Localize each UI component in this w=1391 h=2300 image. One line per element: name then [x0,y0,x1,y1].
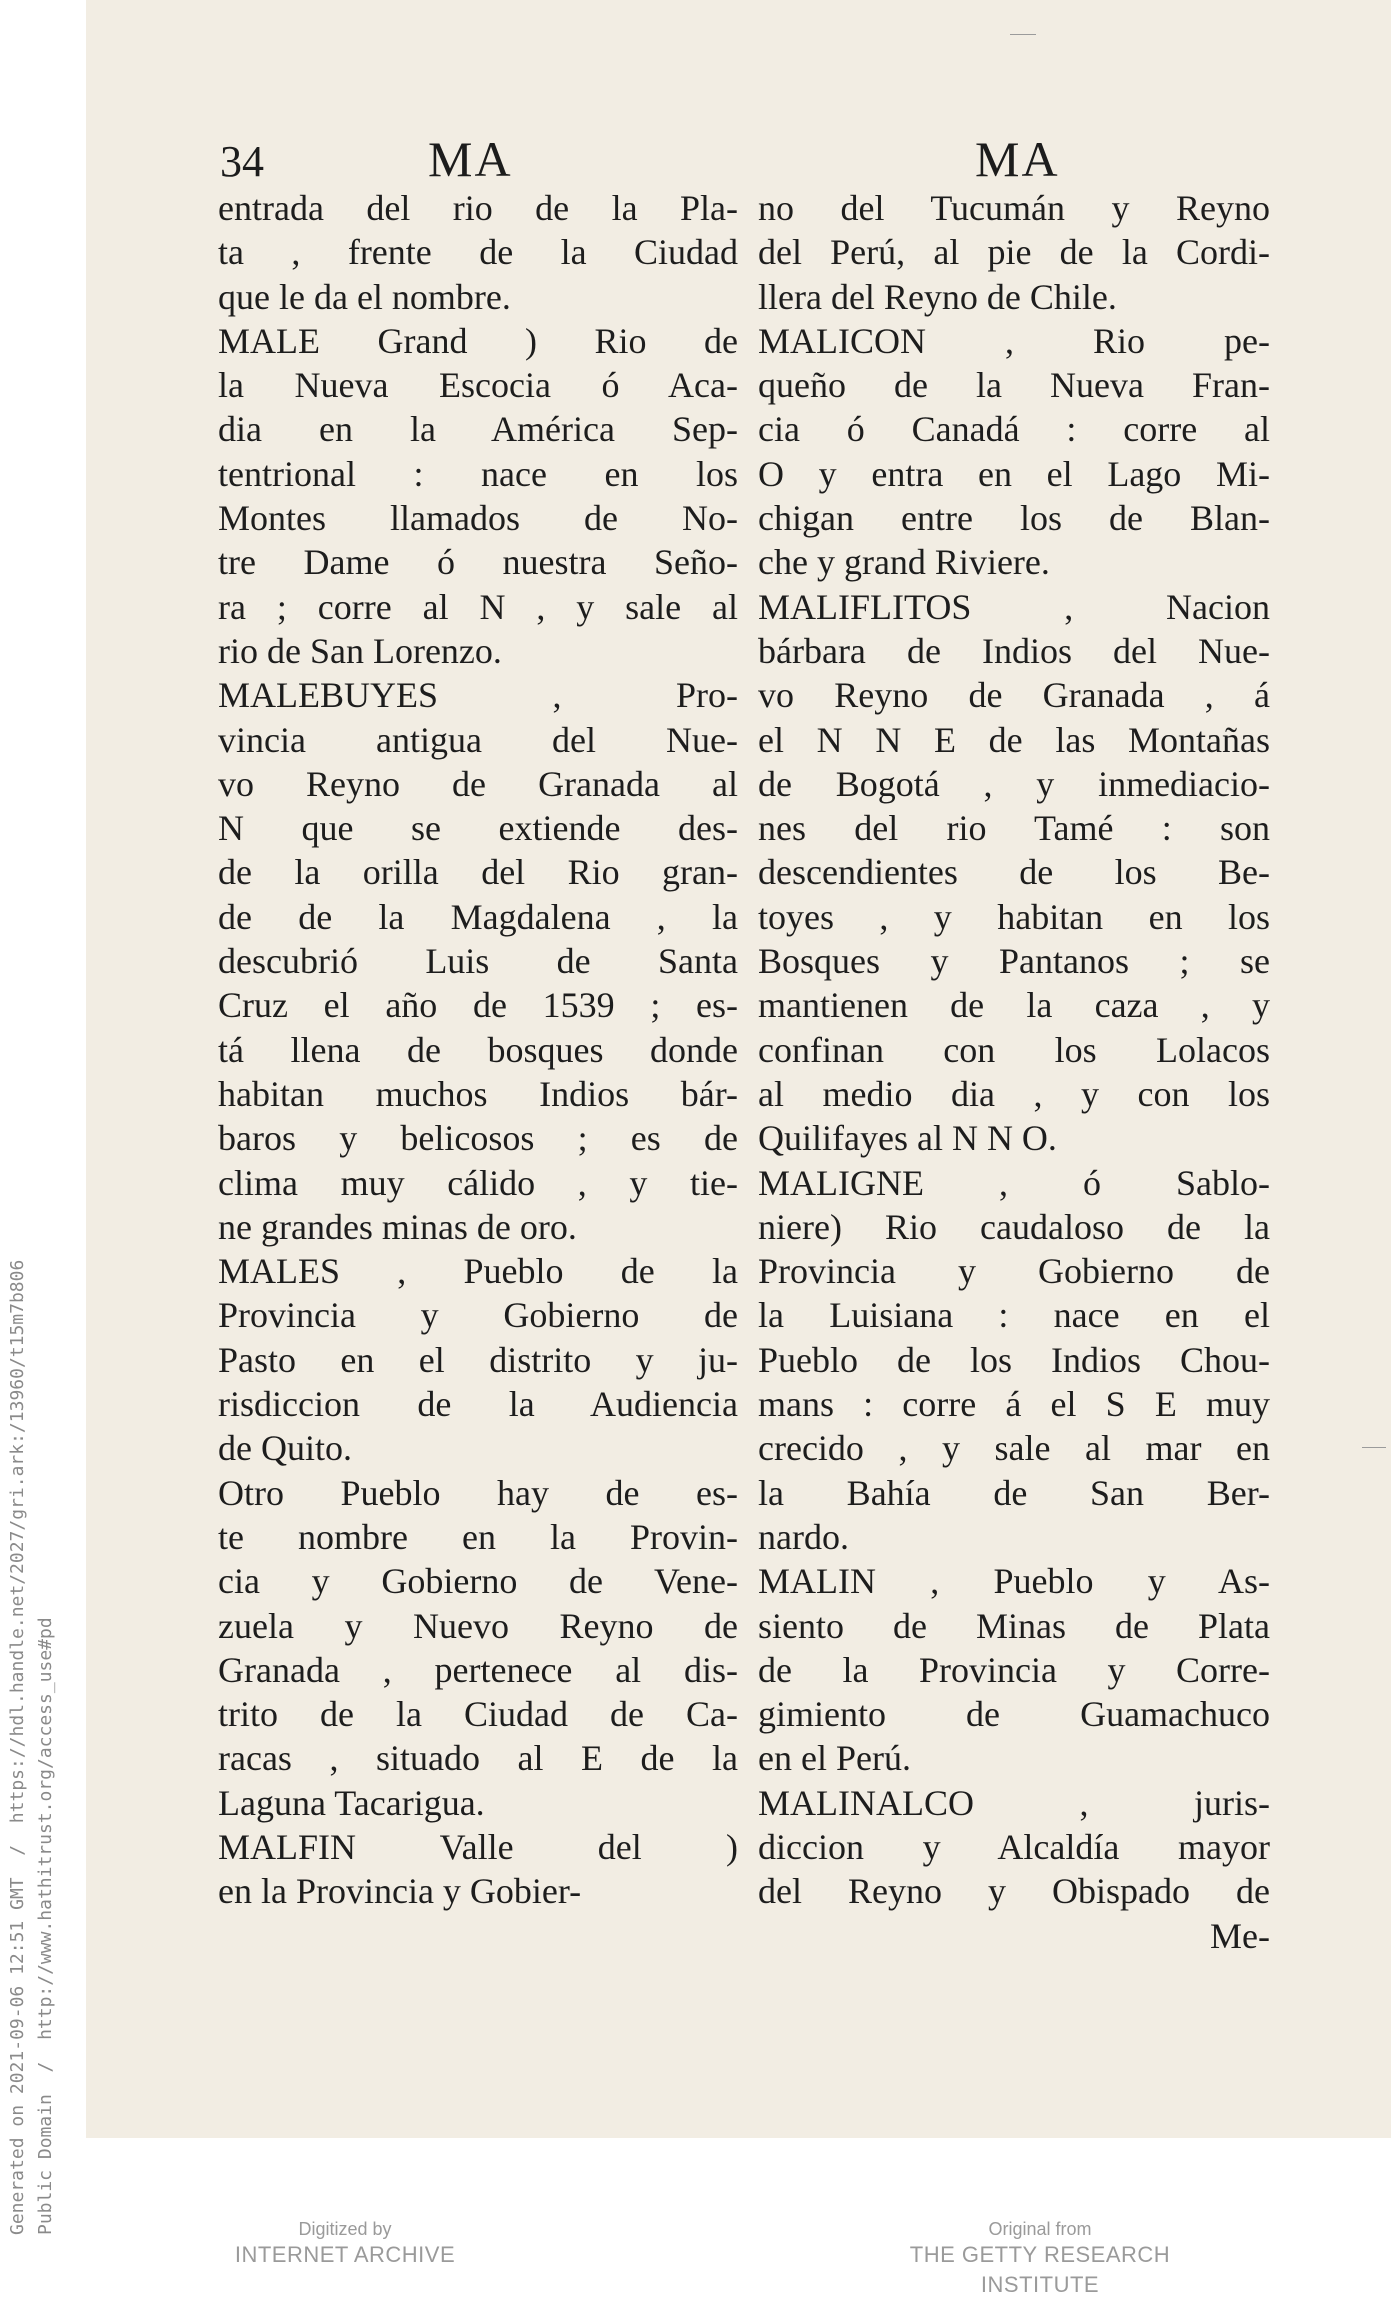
text-line: llera del Reyno de Chile. [758,276,1117,317]
text-line: ra ; corre al N , y sale al [218,586,738,627]
text-line: Me- [1210,1915,1270,1956]
text-line: tá llena de bosques donde [218,1029,738,1070]
text-line: baros y belicosos ; es de [218,1118,738,1159]
text-line: Provincia y Gobierno de [218,1295,738,1336]
text-line: nardo. [758,1516,849,1557]
text-line: siento de Minas de Plata [758,1605,1270,1646]
text-line: de Quito. [218,1428,352,1469]
text-line: MALIN , Pueblo y As- [758,1561,1270,1602]
hathitrust-access-stamp [4,1085,68,2235]
text-line: gimiento de Guamachuco [758,1694,1270,1735]
text-line: de de la Magdalena , la [218,896,738,937]
text-line: rio de San Lorenzo. [218,630,502,671]
text-line: la Luisiana : nace en el [758,1295,1270,1336]
getty-institute-label: THE GETTY RESEARCH INSTITUTE [909,2242,1171,2297]
text-line: Montes llamados de No- [218,498,738,539]
text-line: trito de la Ciudad de Ca- [218,1694,738,1735]
internet-archive-label: INTERNET ARCHIVE [234,2242,456,2267]
digitized-by-label: Digitized by [298,2219,392,2239]
text-line: que le da el nombre. [218,276,511,317]
page-mark-right [1362,1447,1386,1448]
text-line: queño de la Nueva Fran- [758,365,1270,406]
text-line: cia y Gobierno de Vene- [218,1561,738,1602]
text-line: del Reyno y Obispado de [758,1871,1270,1912]
text-line: mans : corre á el S E muy [758,1384,1270,1425]
text-line: no del Tucumán y Reyno [758,188,1270,228]
text-line: confinan con los Lolacos [758,1029,1270,1070]
text-line: de la orilla del Rio gran- [218,852,738,893]
page-mark-top [1010,34,1036,35]
text-line: Laguna Tacarigua. [218,1782,485,1823]
text-line: ta , frente de la Ciudad [218,232,738,273]
text-line: diccion y Alcaldía mayor [758,1826,1270,1867]
text-line: te nombre en la Provin- [218,1516,738,1557]
text-line: risdiccion de la Audiencia [218,1384,738,1425]
text-line: en el Perú. [758,1738,911,1779]
stamp-line-generated: Generated on 2021-09-06 12:51 GMT / https://hdl.handle.net/2027/gri.ark:/13960/t15m7b806 [7,1259,28,2235]
text-line: nes del rio Tamé : son [758,808,1270,849]
text-line: entrada del rio de la Pla- [218,188,738,228]
stamp-line-rights: Public Domain / http://www.hathitrust.org/access_use#pd [35,1617,56,2235]
text-line: la Bahía de San Ber- [758,1472,1270,1513]
text-line: Granada , pertenece al dis- [218,1649,738,1690]
text-line: Pueblo de los Indios Chou- [758,1339,1270,1380]
text-line: toyes , y habitan en los [758,896,1270,937]
original-from-label: Original from [988,2219,1092,2239]
text-line: del Perú, al pie de la Cordi- [758,232,1270,273]
text-line: che y grand Riviere. [758,542,1050,583]
text-line: el N N E de las Montañas [758,719,1270,760]
text-line: MALEBUYES , Pro- [218,675,738,716]
text-line: Bosques y Pantanos ; se [758,941,1270,982]
text-line: vincia antigua del Nue- [218,719,738,760]
text-line: tre Dame ó nuestra Seño- [218,542,738,583]
text-line: al medio dia , y con los [758,1073,1270,1114]
text-line: tentrional : nace en los [218,453,738,494]
text-line: racas , situado al E de la [218,1738,738,1779]
text-line: MALFIN Valle del ) [218,1826,738,1867]
right-text-column [758,186,1270,1958]
text-line: la Nueva Escocia ó Aca- [218,365,738,406]
page-number: 34 [220,137,264,186]
text-line: descubrió Luis de Santa [218,941,738,982]
text-line: Pasto en el distrito y ju- [218,1339,738,1380]
text-line: O y entra en el Lago Mi- [758,453,1270,494]
text-line: crecido , y sale al mar en [758,1428,1270,1469]
text-line: Cruz el año de 1539 ; es- [218,985,738,1026]
text-line: MALIFLITOS , Nacion [758,586,1270,627]
text-line: habitan muchos Indios bár- [218,1073,738,1114]
text-line: MALINALCO , juris- [758,1782,1270,1823]
text-line: clima muy cálido , y tie- [218,1162,738,1203]
text-line: Provincia y Gobierno de [758,1251,1270,1292]
text-line: MALICON , Rio pe- [758,320,1270,361]
text-line: chigan entre los de Blan- [758,498,1270,539]
text-line: Otro Pueblo hay de es- [218,1472,738,1513]
text-line: niere) Rio caudaloso de la [758,1206,1270,1247]
left-text-column [218,186,738,1914]
text-line: de la Provincia y Corre- [758,1649,1270,1690]
text-line: N que se extiende des- [218,808,738,849]
text-line: de Bogotá , y inmediacio- [758,763,1270,804]
text-line: cia ó Canadá : corre al [758,409,1270,450]
text-line: MALIGNE , ó Sablo- [758,1162,1270,1203]
running-head-left: MA [428,131,513,187]
text-line: vo Reyno de Granada , á [758,675,1270,716]
text-line: en la Provincia y Gobier- [218,1871,582,1912]
text-line: zuela y Nuevo Reyno de [218,1605,738,1646]
running-head-right: MA [975,131,1060,187]
text-line: mantienen de la caza , y [758,985,1270,1026]
text-line: descendientes de los Be- [758,852,1270,893]
text-line: dia en la América Sep- [218,409,738,450]
text-line: vo Reyno de Granada al [218,763,738,804]
text-line: MALE Grand ) Rio de [218,320,738,361]
digitized-by-credit [230,2218,460,2270]
text-line: ne grandes minas de oro. [218,1206,577,1247]
text-line: bárbara de Indios del Nue- [758,630,1270,671]
original-from-credit [850,2218,1230,2300]
text-line: Quilifayes al N N O. [758,1118,1057,1159]
text-line: MALES , Pueblo de la [218,1251,738,1292]
